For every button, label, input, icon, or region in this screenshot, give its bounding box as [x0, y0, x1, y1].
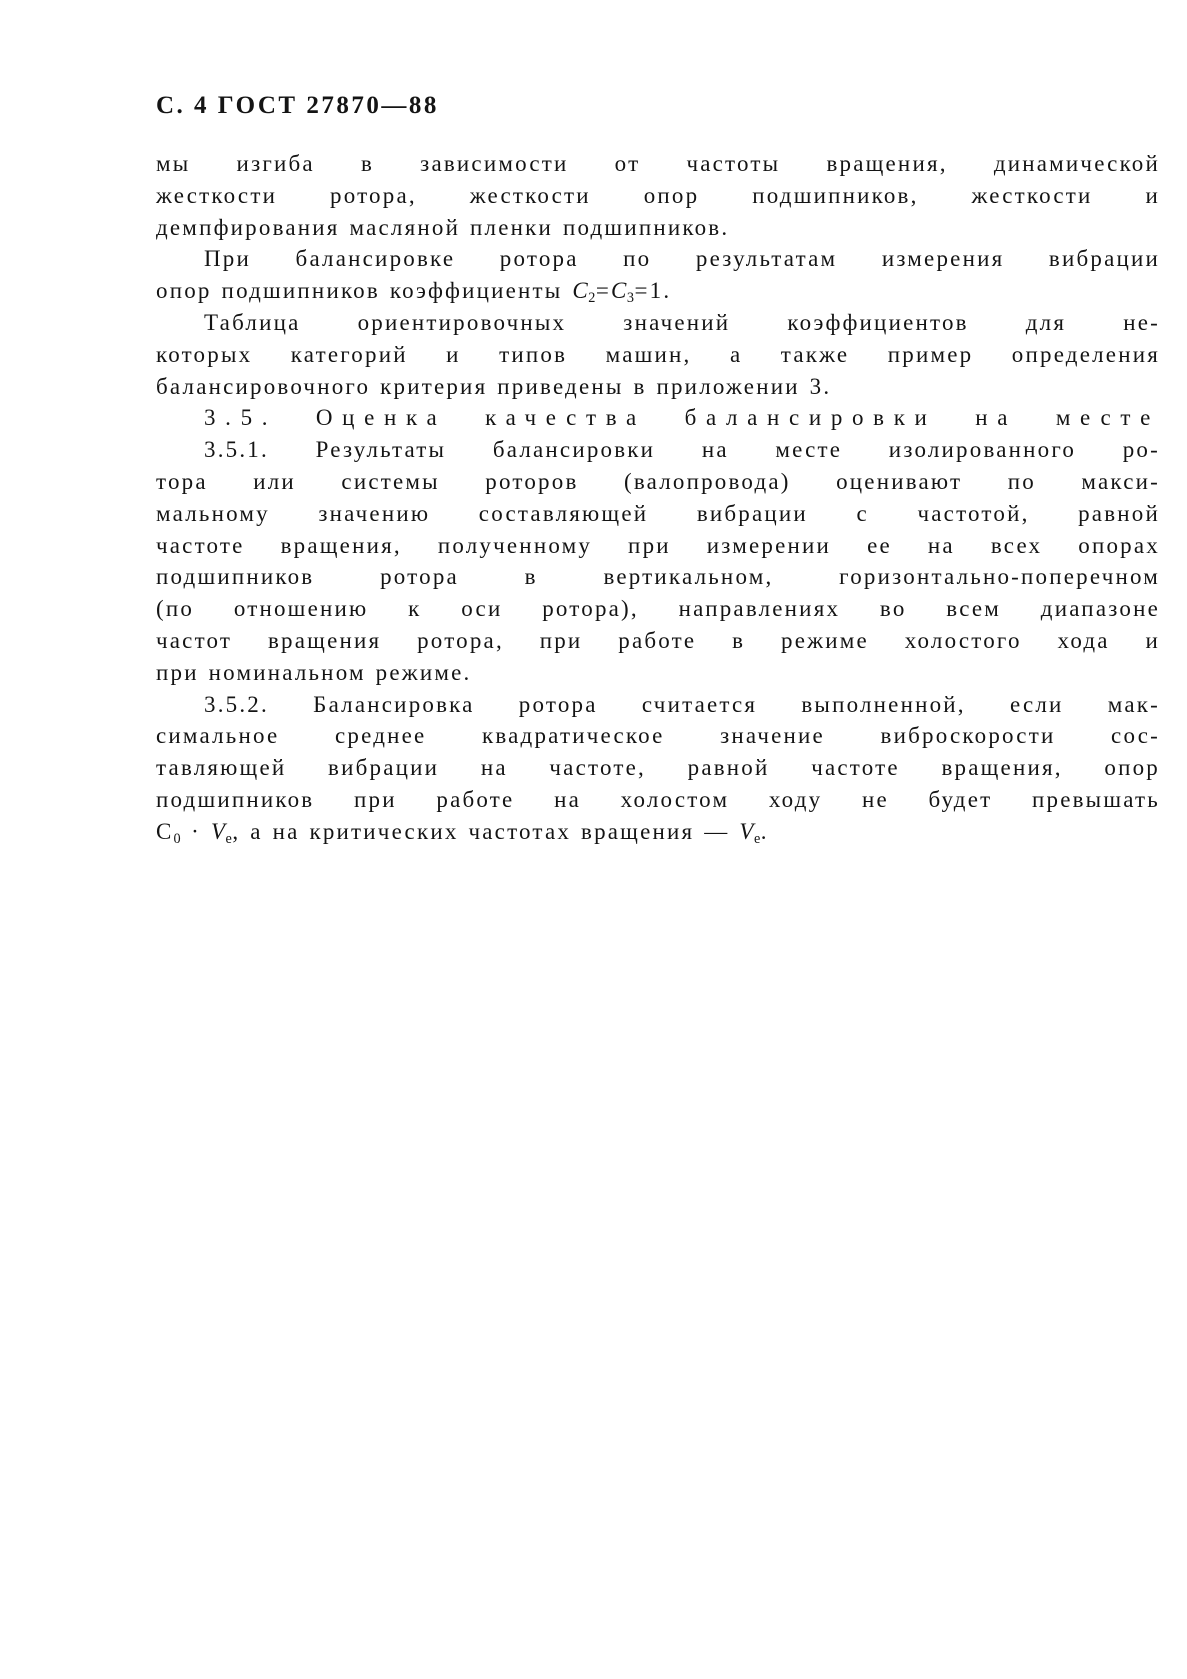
text-line: (по отношению к оси ротора), направлениях во всем диапазоне [156, 596, 1160, 622]
heading-word: качества [485, 405, 646, 431]
page-header: С. 4 ГОСТ 27870—88 [156, 92, 439, 119]
text-line: демпфирования масляной пленки подшипников. [156, 214, 730, 240]
text-line: балансировочного критерия приведены в приложении 3. [156, 373, 832, 399]
text-line: 3.5.1. Результаты балансировки на месте изолированного ро- [204, 437, 1160, 463]
heading-word: 3.5. [204, 405, 278, 431]
text-line: тора или системы роторов (валопровода) оценивают по макси- [156, 468, 1160, 494]
heading-word: Оценка [315, 405, 447, 431]
section-heading [156, 402, 1160, 434]
text-line: подшипников при работе на холостом ходу не будет превышать [156, 786, 1160, 812]
text-line: подшипников ротора в вертикальном, горизонтально-поперечном [156, 564, 1160, 590]
text-line: 3.5.2. Балансировка ротора считается выполненной, если мак- [204, 691, 1160, 717]
heading-word: балансировки [684, 405, 937, 431]
heading-word: месте [1055, 405, 1160, 431]
heading-word: на [975, 405, 1018, 431]
text-block [156, 148, 1160, 848]
text-line: частоте вращения, полученному при измерении ее на всех опорах [156, 532, 1160, 558]
text-line: тавляющей вибрации на частоте, равной частоте вращения, опор [156, 755, 1160, 781]
text-line: которых категорий и типов машин, а также пример определения [156, 341, 1160, 367]
text-line: частот вращения ротора, при работе в режиме холостого хода и [156, 627, 1160, 653]
text-line: мальному значению составляющей вибрации с частотой, равной [156, 500, 1160, 526]
text-line: При балансировке ротора по результатам измерения вибрации [204, 246, 1160, 272]
text-line: опор подшипников коэффициенты $С_2=С_3=1$. [156, 278, 672, 307]
text-line: жесткости ротора, жесткости опор подшипников, жесткости и [156, 182, 1160, 208]
text-line: Таблица ориентировочных значений коэффициентов для не- [204, 309, 1160, 335]
text-line: $С_0 \cdot V_е$, а на критических частотах вращения — $V_е$. [156, 818, 769, 847]
text-line: при номинальном режиме. [156, 659, 472, 685]
text-line: мы изгиба в зависимости от частоты вращения, динамической [156, 151, 1160, 176]
text-line: симальное среднее квадратическое значение виброскорости сос- [156, 723, 1160, 749]
